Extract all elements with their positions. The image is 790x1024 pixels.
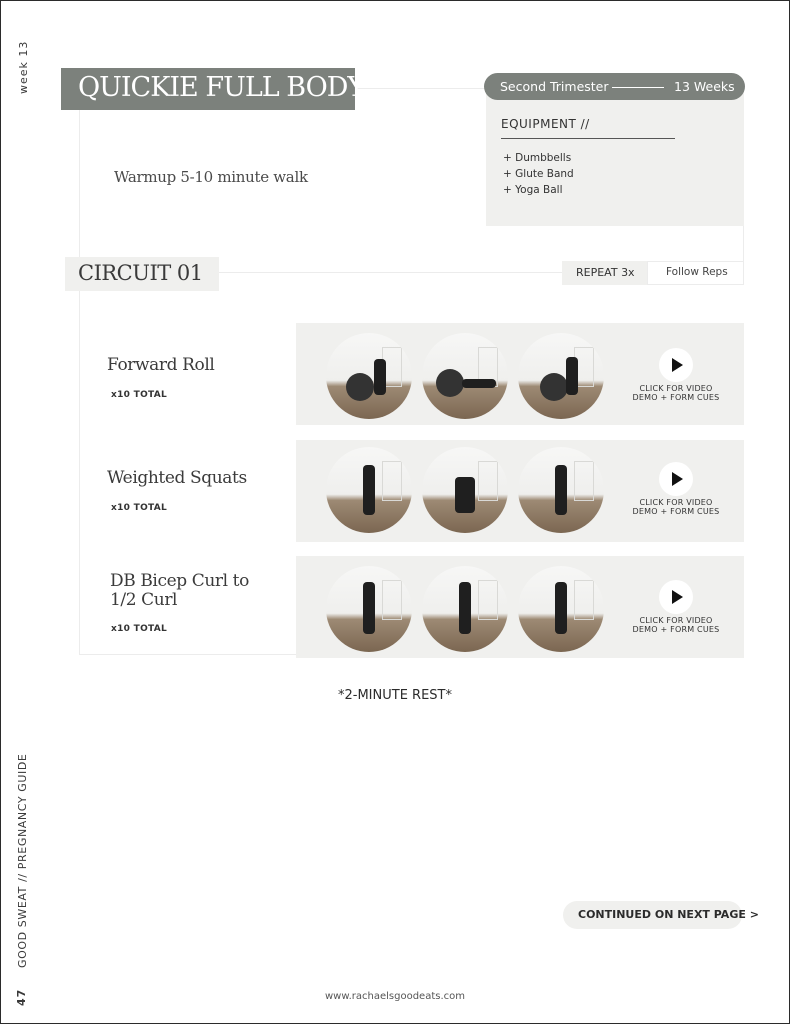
right-frame-line [743,226,744,261]
play-video-icon[interactable] [659,580,693,614]
video-caption-line: DEMO + FORM CUES [632,393,720,402]
exercise-demo-image[interactable] [518,566,604,652]
footer-url-link[interactable]: www.rachaelsgoodeats.com [324,991,466,1002]
follow-reps-label: Follow Reps [666,266,728,278]
exercise-demo-image[interactable] [326,447,412,533]
exercise-demo-image[interactable] [422,566,508,652]
guide-label: GOOD SWEAT // PREGNANCY GUIDE [16,753,29,968]
exercise-demo-image[interactable] [422,447,508,533]
trimester-divider [612,87,664,88]
exercise-demo-image[interactable] [518,447,604,533]
warmup-text: Warmup 5-10 minute walk [114,168,308,186]
continue-label[interactable]: CONTINUED ON NEXT PAGE > [578,908,759,921]
exercise-name: Weighted Squats [107,468,247,488]
week-label: week 13 [17,40,30,94]
equipment-underline [501,138,675,139]
video-caption-line: DEMO + FORM CUES [632,507,720,516]
rest-note: *2-MINUTE REST* [338,688,452,703]
video-caption-line: CLICK FOR VIDEO [639,384,713,393]
exercise-reps: x10 TOTAL [111,390,168,400]
exercise-name-line: DB Bicep Curl to [110,571,249,591]
exercise-name-line: 1/2 Curl [110,590,178,610]
exercise-demo-image[interactable] [326,566,412,652]
circuit-title: CIRCUIT 01 [78,261,203,285]
equipment-item: + Dumbbells [503,152,572,164]
bottom-frame-line [79,654,297,655]
repeat-label: REPEAT 3x [576,266,635,279]
page-number: 47 [15,988,28,1006]
exercise-demo-image[interactable] [518,333,604,419]
video-link-caption[interactable] [621,384,731,402]
exercise-reps: x10 TOTAL [111,503,168,513]
video-caption-line: CLICK FOR VIDEO [639,616,713,625]
video-link-caption[interactable] [621,616,731,634]
equipment-item: + Yoga Ball [503,184,563,196]
video-link-caption[interactable] [621,498,731,516]
title-connector-line [355,88,486,89]
video-caption-line: DEMO + FORM CUES [632,625,720,634]
exercise-demo-image[interactable] [422,333,508,419]
exercise-reps: x10 TOTAL [111,624,168,634]
equipment-item: + Glute Band [503,168,574,180]
left-frame-line [79,110,80,655]
equipment-heading: EQUIPMENT // [501,117,590,131]
video-caption-line: CLICK FOR VIDEO [639,498,713,507]
circuit-connector-line [219,272,562,273]
trimester-label: Second Trimester [500,79,609,94]
play-video-icon[interactable] [659,348,693,382]
exercise-name: Forward Roll [107,355,215,375]
play-video-icon[interactable] [659,462,693,496]
equipment-list [503,150,574,198]
exercise-name [110,572,249,610]
exercise-demo-image[interactable] [326,333,412,419]
workout-title: QUICKIE FULL BODY [78,72,365,103]
weeks-label: 13 Weeks [674,79,735,94]
